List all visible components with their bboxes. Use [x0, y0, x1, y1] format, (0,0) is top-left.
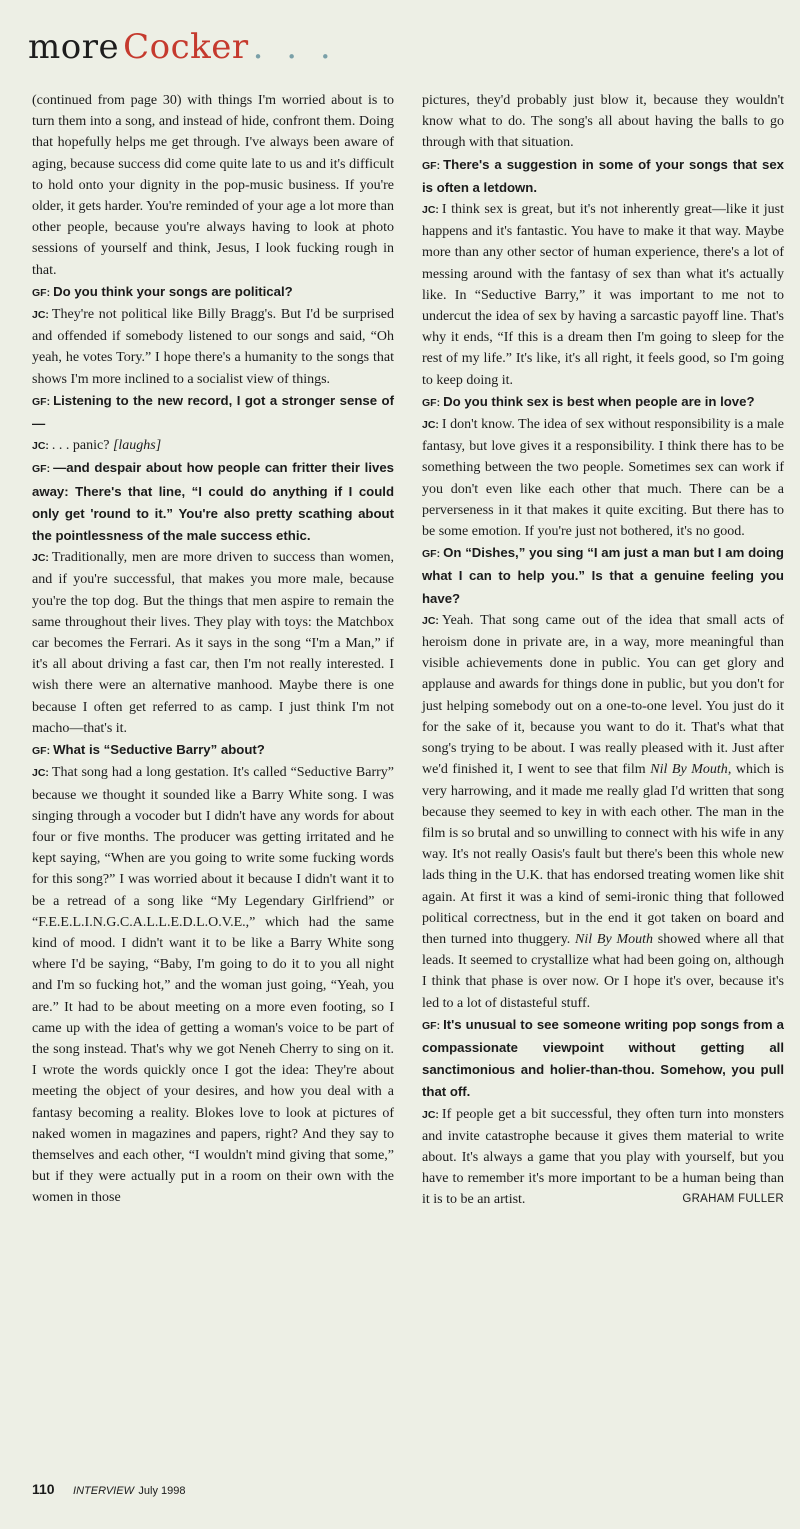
question-paragraph [422, 154, 784, 199]
answer-paragraph [422, 610, 784, 1014]
answer-text: Traditionally, men are more driven to success than women, and if you're successful, that makes you more male, because you're the top dog. But the things that men aspire to remain the same throughout their lives. They play with toys: the Matchbox car becomes the Ferrari. As it says in the song “I'm a Man,” if it's all about driving a fast car, then I'm not really interested. I wish there were an alternative manhood. Maybe there is one because I often get referred to as camp. I just think I'm not macho—that's it. [32, 550, 394, 736]
film-title: Nil By Mouth [650, 762, 728, 778]
page-number: 110 [32, 1481, 55, 1497]
question-paragraph [422, 542, 784, 610]
speaker-tag: GF: [32, 286, 51, 299]
page-header [28, 27, 337, 67]
question-paragraph [422, 1014, 784, 1104]
answer-text: showed where all that leads. It seemed to crystallize what had been going on, although I think that phase is over now. Or I hope it's over, because it's led to a lot of distasteful stuff. [422, 931, 784, 1011]
header-dots: . . . [252, 27, 337, 67]
question-text: Do you think your songs are political? [53, 283, 293, 299]
speaker-tag: JC: [32, 440, 49, 453]
question-paragraph [32, 739, 394, 762]
header-more: more [28, 27, 120, 67]
question-text: Listening to the new record, I got a stronger sense of— [32, 392, 394, 432]
answer-text: They're not political like Billy Bragg's. But I'd be surprised and offended if somebody listened to our songs and said, “Oh yeah, he votes Tory.” I hope there's a humanity to the songs that shows I'm more inclined to a socialist view of things. [32, 307, 394, 387]
speaker-tag: GF: [422, 159, 441, 172]
question-paragraph [32, 390, 394, 435]
speaker-tag: JC: [422, 419, 439, 432]
question-text: Do you think sex is best when people are in love? [443, 393, 755, 409]
issue-date: July 1998 [138, 1485, 186, 1497]
answer-paragraph [32, 435, 394, 457]
stage-direction: [laughs] [112, 438, 162, 454]
answer-text: . . . panic? [51, 438, 110, 454]
answer-paragraph [422, 90, 784, 154]
answer-text: I don't know. The idea of sex without responsibility is a male fantasy, but love gives it a responsibility. I think there has to be something between the two people. Sometimes sex can work if you don't even like each other that much. There can be a perverseness in it that makes it quite exciting. But there has to be some emotion. If you're just not bothered, it's no good. [422, 417, 784, 540]
question-text: —and despair about how people can fritter their lives away: There's that line, “I could do anything if I could only get 'round to it.” You're also pretty scathing about the pointlessness of the male success ethic. [32, 460, 394, 544]
question-paragraph [32, 281, 394, 304]
film-title: Nil By Mouth [575, 931, 653, 947]
speaker-tag: JC: [422, 614, 439, 627]
question-text: On “Dishes,” you sing “I am just a man but I am doing what I can to help you.” Is that a genuine feeling you have? [422, 545, 784, 606]
byline: GRAHAM FULLER [682, 1193, 784, 1206]
speaker-tag: JC: [32, 552, 49, 565]
question-text: There's a suggestion in some of your songs that sex is often a letdown. [422, 156, 784, 195]
question-paragraph [422, 391, 784, 414]
speaker-tag: GF: [422, 1019, 441, 1032]
answer-paragraph [422, 414, 784, 542]
speaker-tag: JC: [32, 767, 49, 780]
answer-text: I think sex is great, but it's not inherently great—like it just happens and it's fantastic. You have to make it that way. Maybe more than any other sector of human experience, there's a lot of messing around with the fantasy of sex than what it's actually like. In “Seductive Barry,” it was important to me not to undercut the idea of sex by having a sarcastic payoff line. That's why it ends, “If this is a dream then I'm going to sleep for the rest of my life.” It's like, it's all right, it feels good, so I'm going to keep doing it. [422, 202, 784, 388]
question-paragraph [32, 457, 394, 547]
answer-paragraph [32, 762, 394, 1208]
answer-text: Yeah. That song came out of the idea that small acts of heroism done in private are, in a way, more meaningful than visible achievements done in public. You can get glory and applause and awards for things done in public, but you don't for just helping somebody out on a one-to-one level. You just do it for the sake of it, because you want to do it. That's what that song's trying to be about. I was really pleased with it. Just after we'd finished it, I went to see that film [422, 612, 784, 778]
magazine-name: INTERVIEW [73, 1485, 134, 1497]
speaker-tag: JC: [422, 204, 439, 217]
answer-text: (continued from page 30) with things I'm worried about is to turn them into a song, and instead of hide, confront them. Doing that hopefully helps me get through. I've always been aware of aging, because success did come quite late to us and it's difficult to hold onto your dignity in the pop-music business. If you're older, it gets harder. You're reminded of your age a lot more than other people, because you're always having to look at photo sessions of yourself and think, Jesus, I look fucking rough in that. [32, 93, 394, 278]
answer-text: If people get a bit successful, they often turn into monsters and invite catastrophe because it gives them material to write about. It's always a game that you play with yourself, but you have to remember it's more important to be a human being than it is to be an artist. [422, 1106, 784, 1208]
question-text: What is “Seductive Barry” about? [53, 742, 265, 758]
speaker-tag: JC: [32, 309, 49, 322]
answer-text: That song had a long gestation. It's called “Seductive Barry” because we thought it sounded like a Barry White song. I was singing through a vocoder but I didn't have any words for about four or five months. The producer was getting irritated and he kept saying, “When are you going to write some fucking words for this song?” I was worried about it because I didn't want it to be a retread of a song like “My Legendary Girlfriend” or “F.E.E.L.I.N.G.C.A.L.L.E.D.L.O.V.E.,” which had the same kind of mood. I didn't want it to be like a Barry White song where I'd be saying, “Baby, I'm going to do it to you all night and I'm so fucking hot,” and the woman just going, “Yeah, you are.” It had to be about meeting on a more even footing, so I came up with the idea of getting a woman's voice to be part of the song instead. That's why we got Neneh Cherry to sing on it. I wrote the words quickly once I got the idea: They're about meeting the object of your desires, and how you deal with a fantasy becoming a reality. Blokes love to look at pictures of naked women in magazines and papers, right? And they say to themselves and each other, “I wouldn't mind giving that some,” but if they were actually put in a room on their own with the women in those [32, 765, 394, 1206]
answer-text: , which is very harrowing, and it made me really glad I'd written that song because they seemed to key in with each other. The man in the film is so brutal and so unwilling to connect with his wife in any way. It's not really Oasis's fault but there's been this whole new lads thing in the U.K. that has endorsed treating women like shit again. At first it was a kind of semi-ironic thing that followed political correctness, but in the end it got taken on board and then turned into thuggery. [422, 762, 784, 947]
answer-paragraph [32, 304, 394, 390]
answer-text: pictures, they'd probably just blow it, because they wouldn't know what to do. The song's all about having the balls to go through with that situation. [422, 93, 784, 151]
answer-paragraph [422, 1104, 784, 1211]
speaker-tag: GF: [32, 463, 51, 476]
speaker-tag: GF: [422, 396, 441, 409]
answer-paragraph [422, 199, 784, 391]
answer-paragraph [32, 547, 394, 739]
right-column [422, 90, 784, 1211]
answer-paragraph [32, 90, 394, 281]
speaker-tag: GF: [32, 745, 51, 758]
speaker-tag: GF: [422, 548, 441, 561]
header-name: Cocker [123, 27, 249, 67]
speaker-tag: JC: [422, 1108, 439, 1121]
left-column [32, 90, 394, 1209]
page-footer [32, 1481, 186, 1499]
speaker-tag: GF: [32, 395, 51, 408]
question-text: It's unusual to see someone writing pop songs from a compassionate viewpoint without getting all sanctimonious and holier-than-thou. Somehow, you pull that off. [422, 1016, 784, 1100]
